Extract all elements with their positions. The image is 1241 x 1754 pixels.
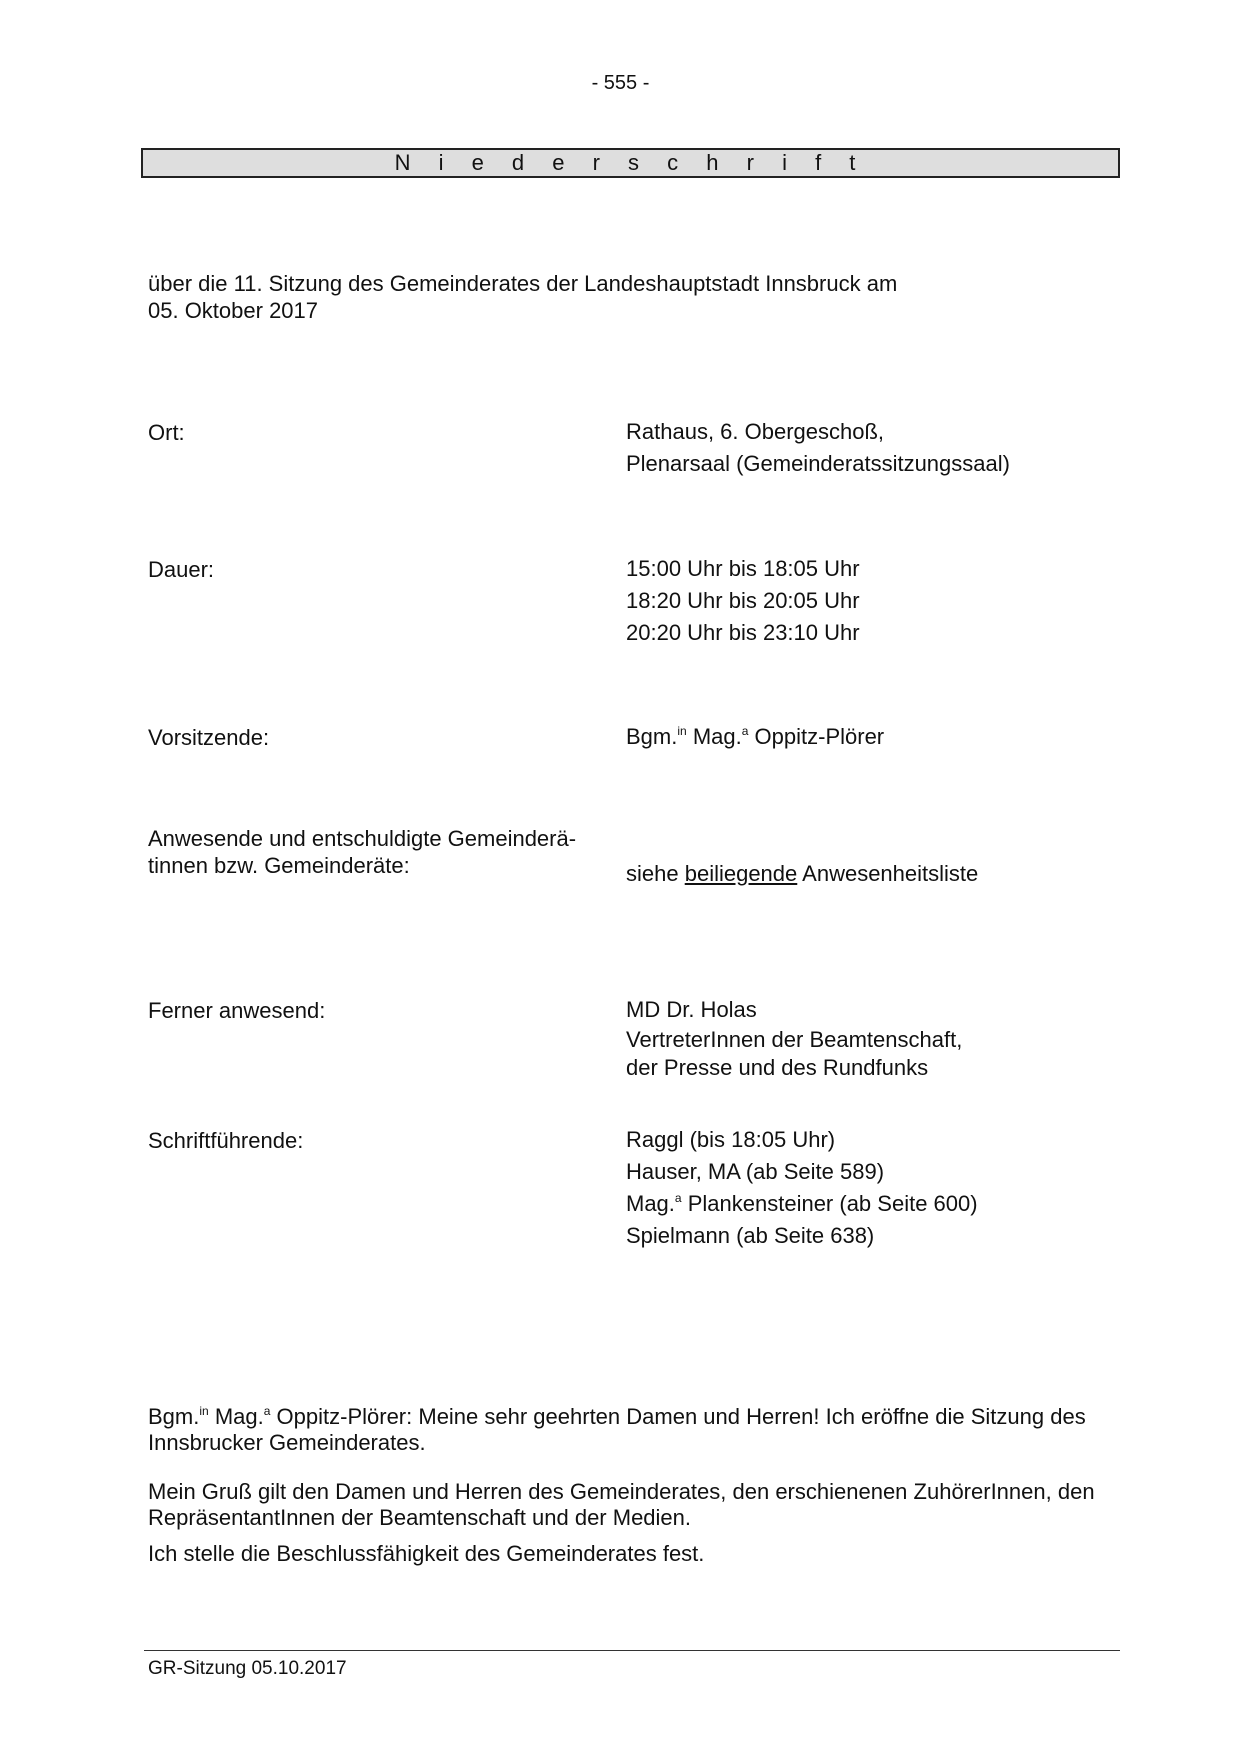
schrift-line-4: Spielmann (ab Seite 638)	[626, 1223, 875, 1248]
ort-line-2: Plenarsaal (Gemeinderatssitzungssaal)	[626, 451, 1010, 476]
ferner-line-2: VertreterInnen der Beamtenschaft,	[626, 1027, 963, 1052]
ort-label: Ort:	[148, 420, 185, 445]
dauer-line-3: 20:20 Uhr bis 23:10 Uhr	[626, 620, 860, 645]
vorsitzende-title-1: Bgm.	[626, 724, 678, 749]
footer-text: GR-Sitzung 05.10.2017	[148, 1658, 347, 1679]
speech-paragraph-2: Mein Gruß gilt den Damen und Herren des Gemeinderates, den erschienenen ZuhörerInnen, den RepräsentantInnen der Beamtenschaft und der Medien.	[148, 1479, 1095, 1530]
speech-paragraph-3: Ich stelle die Beschlussfähigkeit des Gemeinderates fest.	[148, 1541, 705, 1566]
footer-divider	[144, 1650, 1120, 1651]
speech-paragraph-1	[148, 1404, 1108, 1456]
ort-value	[626, 416, 1010, 480]
ferner-line-3: der Presse und des Rundfunks	[626, 1055, 929, 1080]
anwesende-value-underlined: beiliegende	[684, 861, 798, 886]
vorsitzende-name: Oppitz-Plörer	[748, 724, 885, 749]
speaker-title-1: Bgm.	[148, 1404, 200, 1429]
schrift-line-1: Raggl (bis 18:05 Uhr)	[626, 1127, 836, 1152]
intro-text	[148, 270, 897, 324]
schrift-line-2: Hauser, MA (ab Seite 589)	[626, 1159, 885, 1184]
vorsitzende-sup-2: a	[741, 724, 749, 738]
anwesende-label	[148, 825, 576, 879]
speaker-sup-2: a	[263, 1404, 271, 1418]
schrift-line-3-post: Plankensteiner (ab Seite 600)	[681, 1191, 978, 1216]
dauer-line-2: 18:20 Uhr bis 20:05 Uhr	[626, 588, 860, 613]
dauer-line-1: 15:00 Uhr bis 18:05 Uhr	[626, 556, 860, 581]
vorsitzende-title-2: Mag.	[686, 724, 742, 749]
vorsitzende-label: Vorsitzende:	[148, 725, 270, 750]
anwesende-label-line-2: tinnen bzw. Gemeinderäte:	[148, 853, 410, 878]
anwesende-value	[626, 858, 978, 890]
ort-line-1: Rathaus, 6. Obergeschoß,	[626, 419, 885, 444]
document-title: N i e d e r s c h r i f t	[141, 148, 1120, 178]
anwesende-value-post: Anwesenheitsliste	[797, 861, 979, 886]
page-number: - 555 -	[591, 72, 650, 94]
ferner-line-1: MD Dr. Holas	[626, 997, 757, 1022]
speaker-name: Oppitz-Plörer:	[270, 1404, 413, 1429]
schrift-line-3-pre: Mag.	[626, 1191, 675, 1216]
vorsitzende-value	[626, 721, 884, 753]
schrift-value	[626, 1124, 978, 1252]
schrift-line-3-sup: a	[674, 1191, 682, 1205]
intro-line-1: über die 11. Sitzung des Gemeinderates der Landeshauptstadt Innsbruck am	[148, 271, 898, 296]
vorsitzende-sup-1: in	[677, 724, 687, 738]
speaker-sup-1: in	[199, 1404, 209, 1418]
intro-line-2: 05. Oktober 2017	[148, 298, 319, 323]
ferner-label: Ferner anwesend:	[148, 998, 326, 1023]
dauer-value	[626, 553, 860, 649]
speech-text-1: Meine sehr geehrten Damen und Herren! Ich eröffne die Sitzung des Innsbrucker Gemeinderates.	[148, 1404, 1086, 1455]
dauer-label: Dauer:	[148, 557, 215, 582]
schrift-line-3	[626, 1188, 978, 1220]
speaker-title-2: Mag.	[208, 1404, 264, 1429]
anwesende-label-line-1: Anwesende und entschuldigte Gemeinderä-	[148, 826, 577, 851]
schrift-label: Schriftführende:	[148, 1128, 304, 1153]
ferner-value	[626, 994, 962, 1082]
anwesende-value-pre: siehe	[626, 861, 685, 886]
